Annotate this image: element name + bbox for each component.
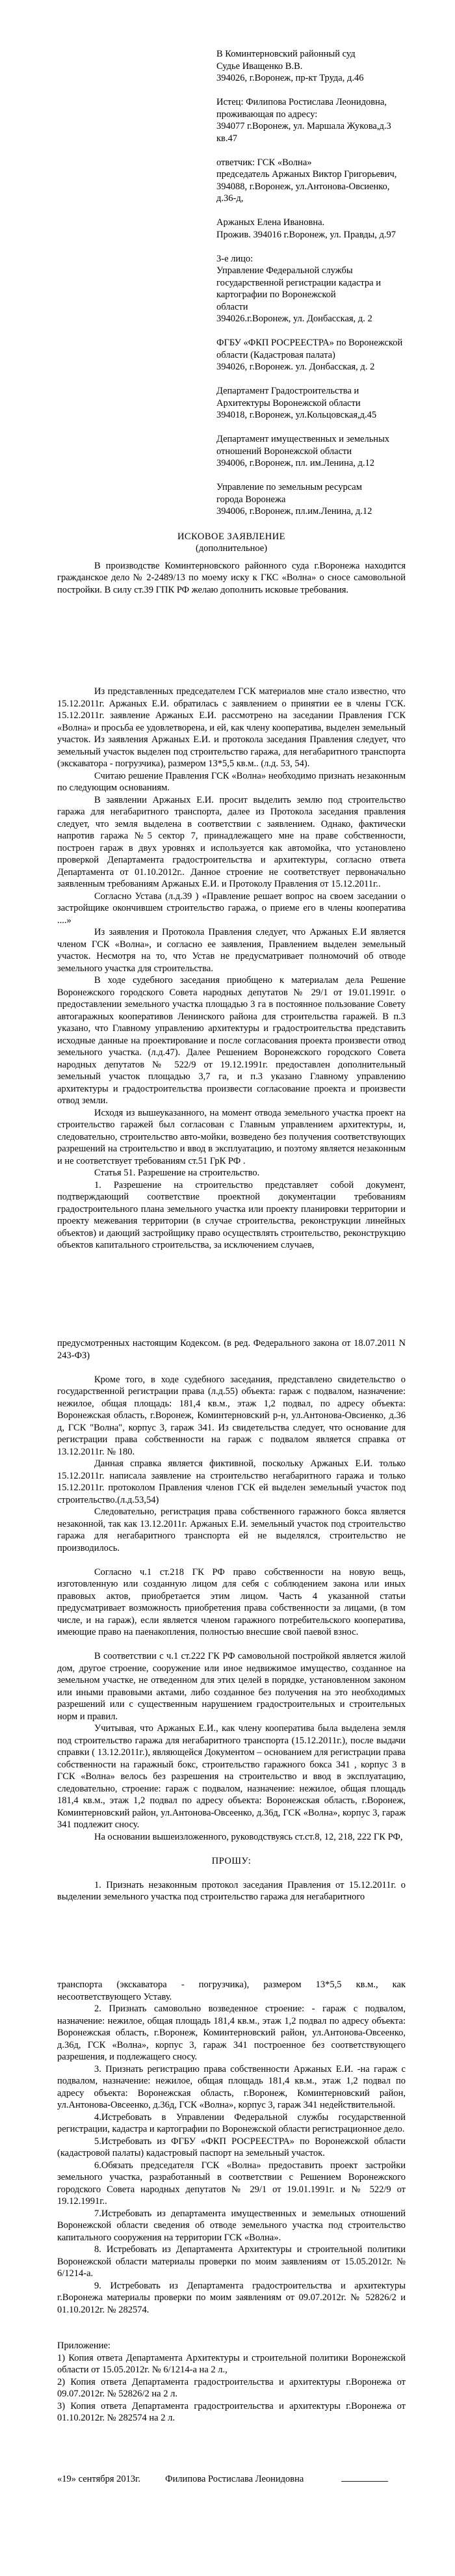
paragraph: 6.Обязать председателя ГСК «Волна» предоставить проект застройки земельного участка, разработанный в соответствии с Решением Воронежского городского Совета народных депутатов № 29/1 от 19.01.1991г. и № 522/9 от 19.12.1991г.. <box>57 2160 406 2207</box>
page-1 <box>0 39 455 1252</box>
address-group <box>216 48 406 85</box>
paragraph-continuation: транспорта (экскаватора - погрузчика), размером 13*5,5 кв.м., как несоответствующего Уставу. <box>57 1979 406 2002</box>
paragraph: Из представленных председателем ГСК материалов мне стало известно, что 15.12.2011г. Аржаных Е.И. обратилась с заявлением о принятии ее в члены ГСК. 15.12.2011г. заявление Аржаных Е.И. рассмотрено на заседании Правления ГСК «Волна» и просьба ее удовлетворена, и ей, как члену кооператива, выделен земельный участок. Из заявления Аржаных Е.И. и протокола заседания Правления следует, что земельный участок выделен под строительство гаража, для негабаритного транспорта (экскаватора - погрузчика), размером 13*5,5 кв.м.. (л.д. 53, 54). <box>57 686 406 769</box>
blank-line <box>57 1639 406 1651</box>
address-group <box>216 385 406 422</box>
paragraph: Считаю решение Правления ГСК «Волна» необходимо признать незаконным по следующим основаниям. <box>57 770 406 793</box>
paragraph: 5.Истребовать из ФГБУ «ФКП РОСРЕЕСТРА» по Воронежской области (кадастровой палаты) кадастровый паспорт на земельный участок. <box>57 2136 406 2158</box>
address-group <box>216 253 406 325</box>
blank-line <box>57 2436 406 2449</box>
blank-line <box>57 1867 406 1879</box>
address-line: 394006, г.Воронеж, пл. им.Ленина, д.12 <box>216 458 375 468</box>
paragraph: 1. Признать незаконным протокол заседания Правления от 15.12.2011г. о выделении земельного участка под строительство гаража для негабаритного <box>57 1879 406 1902</box>
address-line: 394026.г.Воронеж, ул. Донбасская, д. 2 <box>216 314 372 324</box>
address-group <box>216 217 406 241</box>
document-subtitle: (дополнительное) <box>195 543 268 554</box>
paragraph: 3. Признать регистрацию права собственности Аржаных Е.И. -на гараж с подвалом, назначение: нежилое, общая площадь 181,4 кв.м., этаж 1,2 подвал по адресу объекта: Воронежская область, г.Воронеж, Коминтерновский район, ул.Антонова-Овсеенко, д.36д, ГСК «Волна», корпус 3, гараж 341 недействительной. <box>57 2063 406 2110</box>
signature-name: Филипова Ростислава Леонидовна <box>165 2473 304 2484</box>
address-line: области (Кадастровая палата) <box>216 349 335 360</box>
address-line: Прожив. 394016 г.Воронеж, ул. Правды, д.97 <box>216 229 396 240</box>
signature-line <box>341 2473 388 2482</box>
address-header <box>216 48 406 518</box>
page1-spacer <box>57 596 406 686</box>
paragraph: Из заявления и Протокола Правления следует, что Аржаных Е.И является членом ГСК «Волна», и согласно ее заявления, Правлением выделен земельный участок. Несмотря на то, что Устав не предусматривает полномочий об отводе земельного участка для строительства. <box>57 927 406 974</box>
paragraph: 9. Истребовать из Департамента градостроительства и архитектуры г.Воронежа материалы проверки по моим заявлениям от 09.07.2012г. № 52826/2 и 01.10.2012г. № 282574. <box>57 2280 406 2315</box>
paragraph: На основании вышеизложенного, руководствуясь ст.ст.8, 12, 218, 222 ГК РФ, <box>94 1831 403 1842</box>
address-line: государственной регистрации кадастра и <box>216 277 381 288</box>
signature-date: «19» сентября 2013г. <box>57 2473 141 2484</box>
blank-line <box>57 2316 406 2328</box>
attachments-heading: Приложение: <box>57 2341 110 2351</box>
address-line: Аржаных Елена Ивановна. <box>216 217 325 228</box>
intro-paragraph: В производстве Коминтерновского районного суда г.Воронежа находится гражданское дело № 2-2489/13 по моему иску к ГКС «Волна» о сносе самовольной постройки. В силу ст.39 ГПК РФ желаю дополнить исковые требования. <box>57 560 406 595</box>
paragraph: 4.Истребовать в Управлении Федеральной службы государственной регистрации, кадастра и картографии по Воронежской области регистрационное дело. <box>57 2112 406 2134</box>
blank-line <box>57 1362 406 1374</box>
address-line: проживающая по адресу: <box>216 109 318 120</box>
page1-body <box>57 686 406 1252</box>
signature-row <box>57 2473 406 2486</box>
address-line: Истец: Филипова Ростислава Леонидовна, <box>216 97 387 107</box>
page-2 <box>0 1337 455 1903</box>
address-line: 394018, г.Воронеж, ул.Кольцовская,д.45 <box>216 410 377 420</box>
blank-line <box>57 2449 406 2461</box>
address-line: Архитектуры Воронежской области <box>216 397 361 409</box>
address-line: кв.47 <box>216 133 238 144</box>
address-line: ФГБУ «ФКП РОСРЕЕСТРА» по Воронежской <box>216 338 403 348</box>
address-group <box>216 96 406 144</box>
address-group <box>216 337 406 373</box>
address-line: Управление по земельным ресурсам <box>216 482 362 492</box>
address-line: 394006, г.Воронеж, пл.им.Ленина, д.12 <box>216 506 372 517</box>
address-line: области <box>216 301 248 312</box>
address-line: картографии по Воронежской <box>216 289 336 300</box>
paragraph-continuation: предусмотренных настоящим Кодексом. (в ред. Федерального закона от 18.07.2011 N 243-ФЗ) <box>57 1338 406 1361</box>
address-group <box>216 481 406 518</box>
paragraph: Кроме того, в ходе судебного заседания, представлено свидетельство о государственной регистрации права (л.д.55) объекта: гараж с подвалом, назначение: нежилое, общая площадь: 181,4 кв.м., этаж 1,2 подвал, по адресу объекта: Воронежская область, г.Воронеж, Коминтерновский р-н, ул.Антонова-Овсиенко, д.36 д, ГСК "Волна", корпус 3, гараж 341. Из свидетельства следует, что основание для регистрации права собственности на гараж с подвалом является справка от 13.12.2011г. № 180. <box>57 1374 406 1457</box>
blank-line <box>57 2424 406 2437</box>
paragraph: Следовательно, регистрация права собственного гаражного бокса является незаконной, так как 13.12.2011г. Аржаных Е.И. земельный участок под строительство гаража для негабаритного транспорта ей не выделялся, строительство не производилось. <box>57 1507 406 1553</box>
paragraph: Данная справка является фиктивной, поскольку Аржаных Е.И. только 15.12.2011г. написала заявление на строительство негабаритного гаража и только 15.12.2011г. протоколом Правления членов ГСК ей выделен земельный участок под строительство.(л.д.53,54) <box>57 1458 406 1505</box>
address-line: д.36-д, <box>216 193 244 204</box>
paragraph: В соответствии с ч.1 ст.222 ГК РФ самовольной постройкой является жилой дом, другое строение, сооружение или иное недвижимое имущество, созданное на земельном участке, не отведенном для этих целей в порядке, установленном законом или иными правовыми актами, либо созданное без получения на это необходимых разрешений или с существенным нарушением градостроительных и строительных норм и правил. <box>57 1651 406 1722</box>
paragraph: Учитывая, что Аржаных Е.И., как члену кооператива была выделена земля под строительство гаража для негабаритного транспорта (15.12.2011г.), после выдачи справки ( 13.12.2011г.), являющейся Документом – основанием для регистрации права собственности на гаражный бокс, строительство гаражного бокса 341 , корпус 3 в ГСК «Волна» велось без разрешения на строительство и ввод в эксплуатацию, следовательно, строение: гараж с подвалом, назначение: нежилое, общая площадь 181,4 кв.м., этаж 1,2 подвал по адресу объекта: Воронежская область, г.Воронеж, Коминтерновский район, ул.Антонова-Овсеенко, д.36д, ГСК «Волна», корпус 3, гараж 341 подлежит сносу. <box>57 1723 406 1830</box>
paragraph: Согласно Устава (л.д.39 ) «Правление решает вопрос на своем заседании о застройщике окончившем строительство гаража, о приеме его в члены кооператива ....» <box>57 891 406 926</box>
document-title: ИСКОВОЕ ЗАЯВЛЕНИЕ <box>177 531 286 542</box>
blank-line <box>57 2328 406 2341</box>
paragraph: Исходя из вышеуказанного, на момент отвода земельного участка проект на строительство гаражей был согласован с Главным управлением архитектуры, и, следовательно, строительство авто-мойки, возведено без получения соответствующих разрешений на строительство и ввод в эксплуатацию, и поэтому является незаконным и не соответствует требованиям ст.51 ГрК РФ . <box>57 1107 406 1166</box>
prayer-heading: ПРОШУ: <box>211 1855 252 1866</box>
address-group <box>216 157 406 205</box>
address-line: председатель Аржаных Виктор Григорьевич, <box>216 169 397 180</box>
address-line: 394088, г.Воронеж, ул.Антонова-Овсиенко, <box>216 181 390 192</box>
address-line: Департамент Градостроительства и <box>216 386 359 396</box>
page2-body <box>57 1337 406 1903</box>
paragraph: В заявлении Аржаных Е.И. просит выделить землю под строительство гаража для негабаритного транспорта, далее из Протокола заседания правления следует, что земля выделена в соответствии с заявлением. Однако, фактически напротив гаража №5 сектор 7, принадлежащего мне на праве собственности, построен гараж в двух уровнях и используется как автомойка, что установлено проверкой Департамента градостроительства и архитектуры, согласно ответа Департамента от 01.10.2012г.. Данное строение не соответствует первоначально заявленным требованиям Аржаных Е.И. и Протоколу Правления от 15.12.2011г.. <box>57 794 406 889</box>
blank-line <box>57 2460 406 2473</box>
attachment-item: 3) Копия ответа Департамента градостроительства и архитектуры г.Воронежа от 01.10.2012г. № 282574 на 2 л. <box>57 2400 406 2423</box>
address-group <box>216 433 406 470</box>
paragraph: В ходе судебного заседания приобщено к материалам дела Решение Воронежского городского Совета народных депутатов № 29/1 от 19.01.1991г. о предоставлении земельного участка площадью 3 га в постоянное пользование Совету автогаражных кооперативов Ленинского района для строительства гаражей. В п.3 указано, что Главному управлению архитектуры и градостроительства представить исходные данные на проектирование и после согласования проекта произвести отвод земельного участка. (л.д.47). Далее Решением Воронежского городского Совета народных депутатов № 522/9 от 19.12.1991г. предоставлен дополнительный земельный участок площадью 3,7 га, и п.3 указано Главному управлению архитектуры и градостроительства произвести согласование проекта и произвести отвод земли. <box>57 975 406 1106</box>
address-line: Судье Иващенко В.В. <box>216 60 303 72</box>
blank-line <box>57 1554 406 1566</box>
page3-body <box>57 1979 406 2485</box>
address-line: 394026, г.Воронеж. ул. Донбасская, д. 2 <box>216 362 375 372</box>
address-line: Управление Федеральной службы <box>216 265 353 276</box>
paragraph: 1. Разрешение на строительство представляет собой документ, подтверждающий соответствие проектной документации требованиям градостроительного плана земельного участка или проекту планировки территории и проекту межевания территории (в случае строительства, реконструкции линейных объектов) и дающий застройщику право осуществлять строительство, реконструкцию объектов капитального строительства, за исключением случаев, <box>57 1179 406 1250</box>
address-line: ответчик: ГСК «Волна» <box>216 157 312 168</box>
attachment-item: 2) Копия ответа Департамента градостроительства и архитектуры г.Воронежа от 09.07.2012г. № 52826/2 на 2 л. <box>57 2376 406 2399</box>
blank-line <box>57 1843 406 1855</box>
address-line: В Коминтерновский районный суд <box>216 49 356 59</box>
attachment-item: 1) Копия ответа Департамента Архитектуры и строительной политики Воронежской области от 15.05.2012г. № 6/1214-а на 2 л., <box>57 2352 406 2375</box>
address-line: 394026, г.Воронеж, пр-кт Труда, д.46 <box>216 73 364 83</box>
paragraph: Согласно ч.1 ст.218 ГК РФ право собственности на новую вещь, изготовленную или созданную лицом для себя с соблюдением закона или иных правовых актов, приобретается этим лицом. Часть 4 указанной статьи предусматривает возможность приобретения права собственности за лицами, (в том числе, и на гараж), если является членом гаражного потребительского кооператива, имеющие право на паенакопления, полностью внесшие свой паевой взнос. <box>57 1566 406 1637</box>
paragraph: Статья 51. Разрешение на строительство. <box>94 1168 260 1178</box>
paragraph: 8. Истребовать из Департамента Архитектуры и строительной политики Воронежской области материалы проверки по моим заявлениям от 15.05.2012г. № 6/1214-а. <box>57 2244 406 2279</box>
page-3 <box>0 1979 455 2485</box>
address-line: Департамент имущественных и земельных <box>216 434 390 444</box>
address-line: города Воронежа <box>216 494 286 505</box>
paragraph: 2. Признать самовольно возведенное строение: - гараж с подвалом, назначение: нежилое, общая площадь 181,4 кв.м., этаж 1,2 подвал по адресу объекта: Воронежская область, г.Воронеж, Коминтерновский район, ул.Антонова-Овсеенко, д.36д, ГСК «Волна», корпус 3, гараж 341 построенное без соответствующего разрешения, и подлежащего сносу. <box>57 2004 406 2062</box>
paragraph: 7.Истребовать из департамента имущественных и земельных отношений Воронежской области сведения об отводе земельного участка под строительство капитального сооружения на территории ГСК «Волна». <box>57 2208 406 2243</box>
address-line: 3-е лицо: <box>216 253 254 264</box>
address-line: отношений Воронежской области <box>216 446 352 457</box>
address-line: 394077 г.Воронеж, ул. Маршала Жукова,д.3 <box>216 121 391 131</box>
